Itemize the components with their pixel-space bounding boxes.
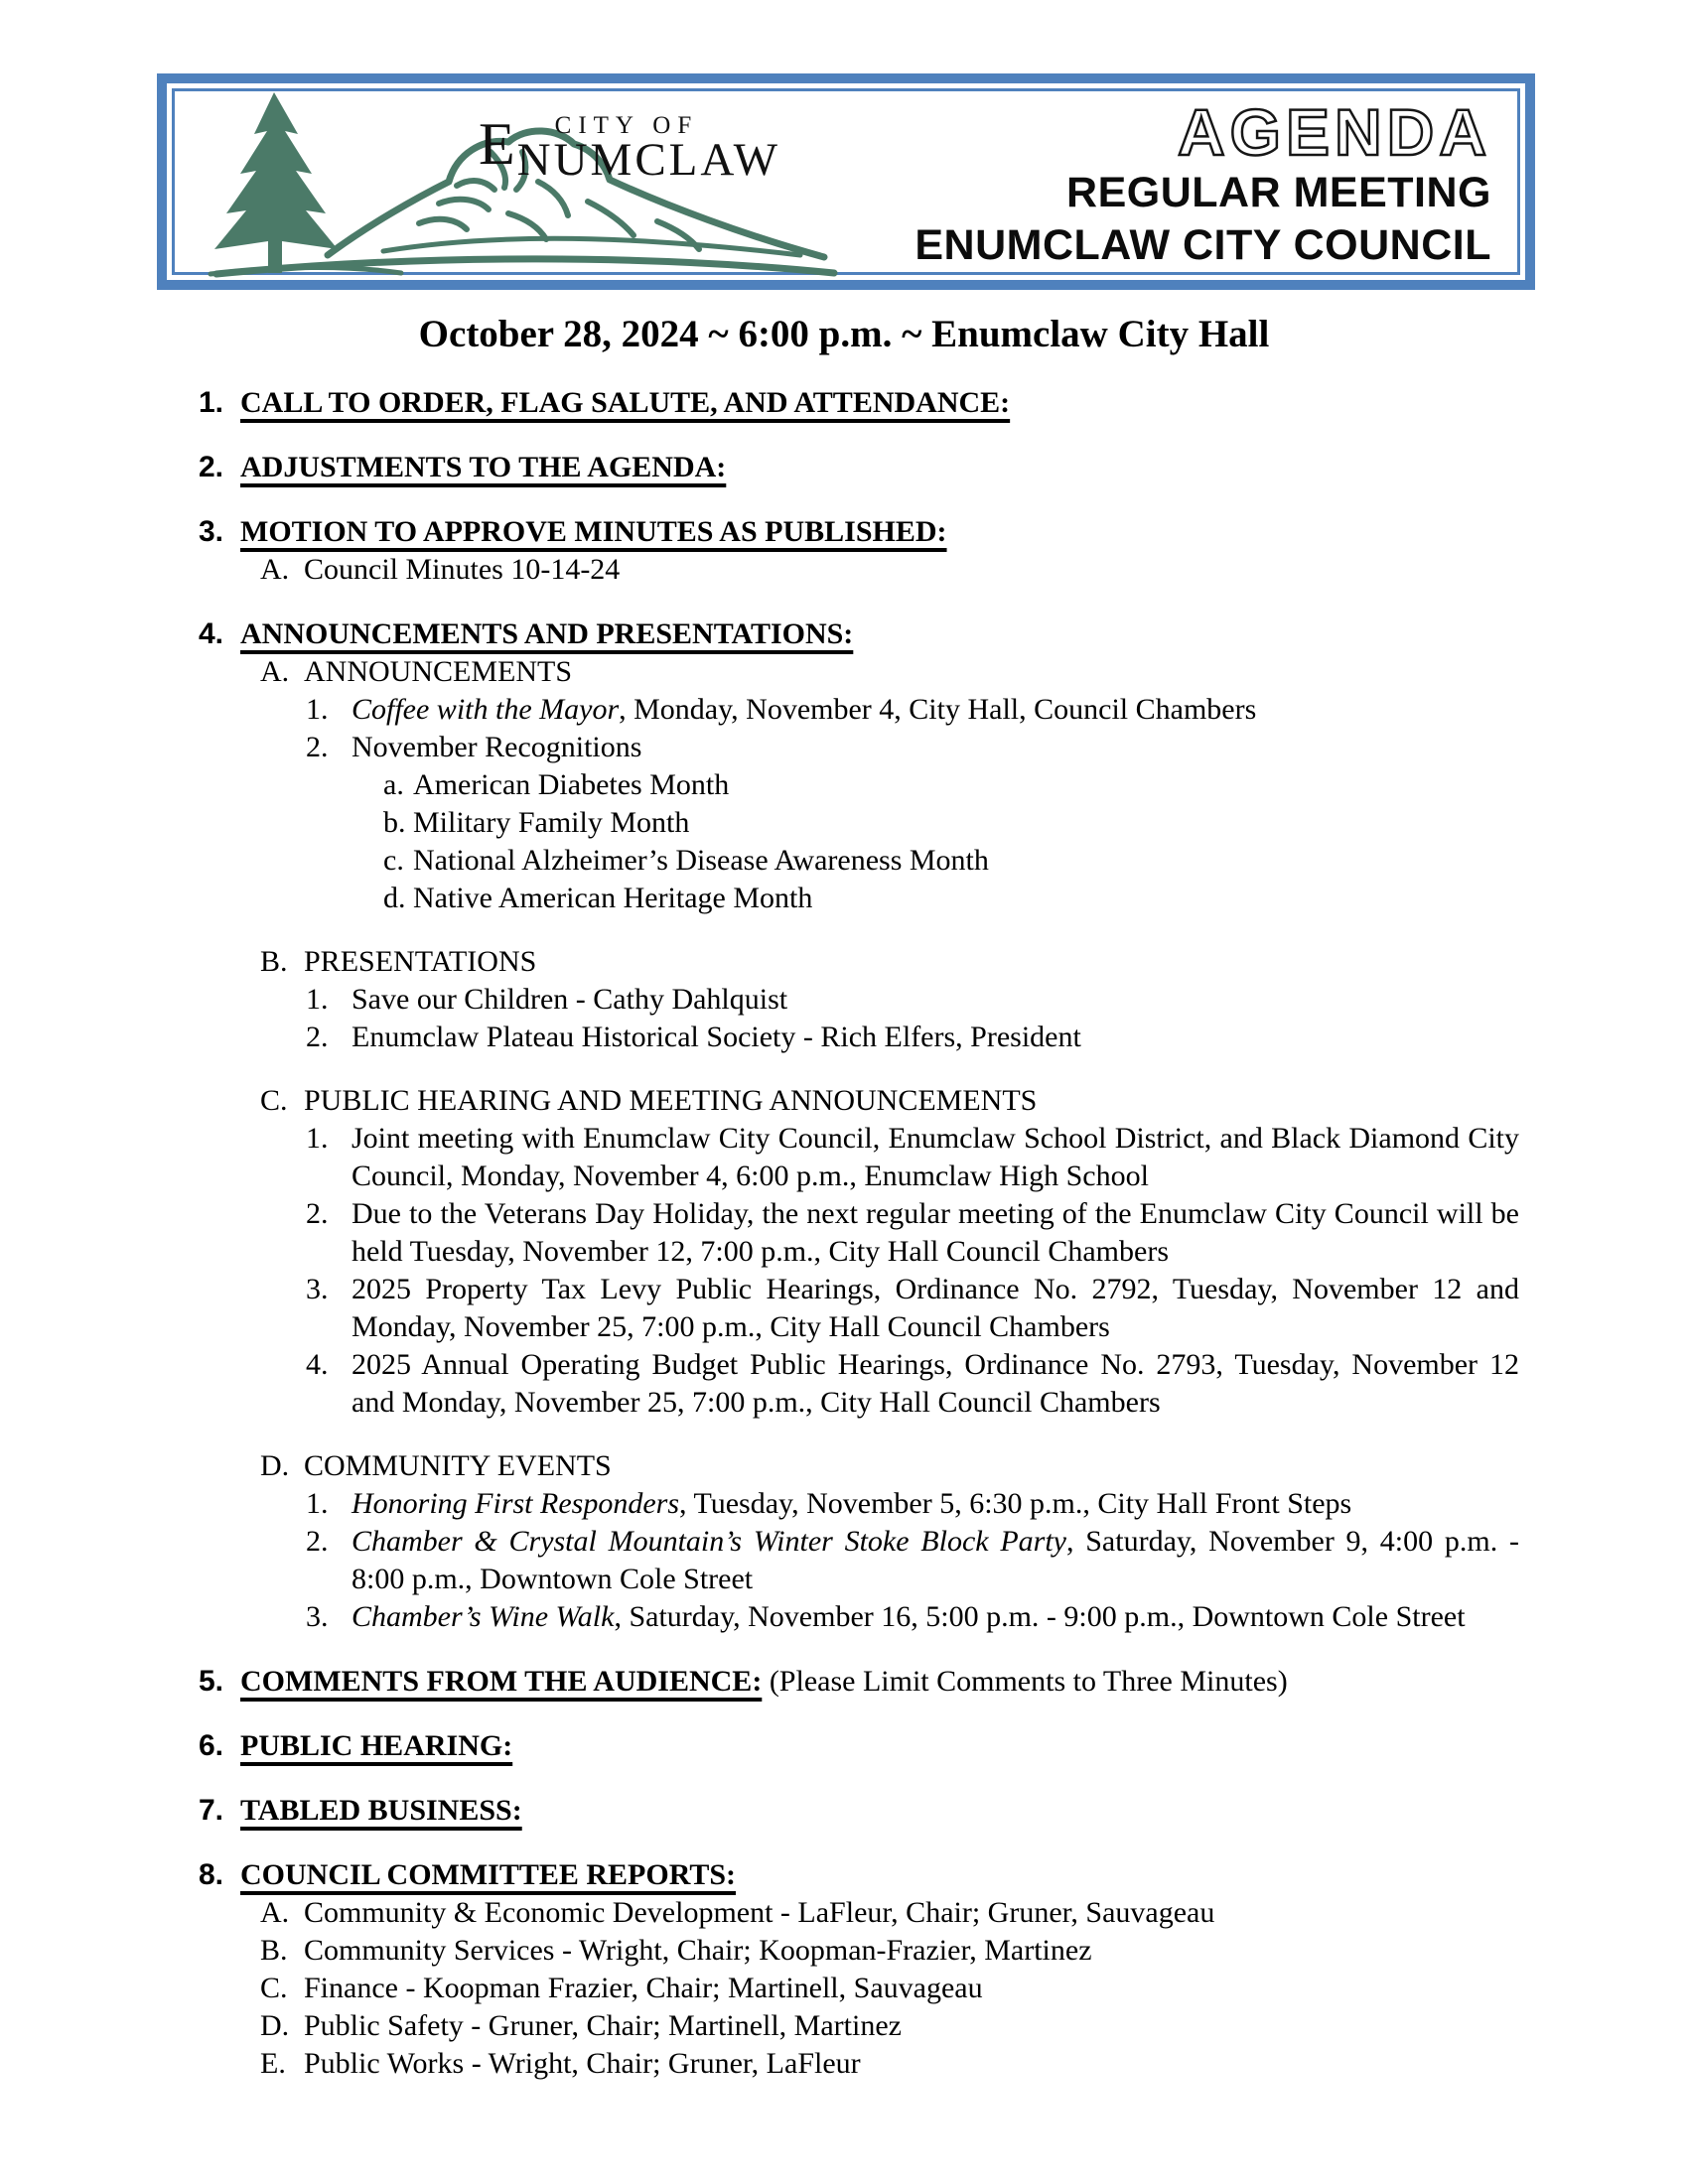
item-label: 1. — [306, 1487, 329, 1520]
item-text: Finance - Koopman Frazier, Chair; Martinell, Sauvageau — [304, 1972, 983, 2004]
section-title-text: ANNOUNCEMENTS AND PRESENTATIONS: — [240, 617, 854, 650]
list-item — [199, 1346, 1519, 1422]
section-title-text: PUBLIC HEARING: — [240, 1729, 513, 1762]
section-items — [199, 551, 1519, 589]
section-number: 5. — [199, 1665, 224, 1698]
section-title — [240, 615, 1519, 653]
item-label: 3. — [306, 1600, 329, 1633]
section-title — [240, 1792, 1519, 1830]
section-title — [240, 449, 1519, 486]
meeting-type: REGULAR MEETING — [1066, 169, 1491, 216]
item-label: 4. — [306, 1348, 329, 1381]
logo-wordmark — [479, 111, 780, 186]
list-item — [199, 1598, 1519, 1636]
item-text: Native American Heritage Month — [413, 882, 813, 914]
list-item — [199, 1271, 1519, 1346]
section-number: 6. — [199, 1729, 224, 1762]
item-text: Chamber’s Wine Walk, Saturday, November 16, 5:00 p.m. - 9:00 p.m., Downtown Cole Street — [352, 1600, 1466, 1633]
agenda-title: AGENDA — [1177, 95, 1491, 169]
list-item — [199, 2045, 1519, 2083]
item-label: 1. — [306, 693, 329, 726]
section-title-text: ADJUSTMENTS TO THE AGENDA: — [240, 451, 727, 483]
list-item — [199, 1894, 1519, 1932]
item-text: Due to the Veterans Day Holiday, the next regular meeting of the Enumclaw City Council will be held Tuesday, November 12, 7:00 p.m., City Hall Council Chambers — [352, 1197, 1519, 1268]
item-label: D. — [260, 1449, 290, 1482]
list-item — [199, 1120, 1519, 1195]
item-text: November Recognitions — [352, 731, 642, 763]
item-label: B. — [260, 1934, 288, 1967]
section-number: 2. — [199, 451, 224, 483]
list-item — [199, 1970, 1519, 2007]
item-text: American Diabetes Month — [413, 768, 730, 801]
meeting-date-line: October 28, 2024 ~ 6:00 p.m. ~ Enumclaw City Hall — [418, 313, 1270, 355]
item-label: A. — [260, 655, 290, 688]
agenda-section — [199, 1856, 1519, 1894]
section-title — [240, 1856, 1519, 1894]
item-label: 2. — [306, 1197, 329, 1230]
list-item — [199, 1523, 1519, 1598]
item-text: ANNOUNCEMENTS — [304, 655, 572, 688]
section-number: 7. — [199, 1794, 224, 1827]
item-text: Chamber & Crystal Mountain’s Winter Stoke Block Party, Saturday, November 9, 4:00 p.m. - 8:00 p.m., Downtown Cole Street — [352, 1525, 1519, 1595]
item-label: E. — [260, 2047, 286, 2080]
list-item — [199, 1082, 1519, 1120]
council-name: ENUMCLAW CITY COUNCIL — [914, 221, 1491, 269]
header-banner — [157, 73, 1535, 290]
list-item — [199, 551, 1519, 589]
list-item — [199, 1485, 1519, 1523]
item-text: Enumclaw Plateau Historical Society - Rich Elfers, President — [352, 1021, 1081, 1053]
list-item — [199, 691, 1519, 729]
item-label: A. — [260, 553, 290, 586]
header-titles — [914, 91, 1491, 272]
section-title-text: COUNCIL COMMITTEE REPORTS: — [240, 1858, 736, 1891]
item-text: Save our Children - Cathy Dahlquist — [352, 983, 788, 1016]
item-label: 2. — [306, 731, 329, 763]
item-text: Community Services - Wright, Chair; Koopman-Frazier, Martinez — [304, 1934, 1092, 1967]
item-text: Coffee with the Mayor, Monday, November 4, City Hall, Council Chambers — [352, 693, 1257, 726]
logo-city-of: CITY OF — [554, 112, 699, 139]
section-title-text: MOTION TO APPROVE MINUTES AS PUBLISHED: — [240, 515, 947, 548]
item-title-italic: Chamber & Crystal Mountain’s Winter Stoke Block Party — [352, 1525, 1066, 1558]
list-item — [199, 1195, 1519, 1271]
item-title-italic: Chamber’s Wine Walk — [352, 1600, 615, 1633]
section-title-text: CALL TO ORDER, FLAG SALUTE, AND ATTENDANCE: — [240, 386, 1011, 419]
item-text: Joint meeting with Enumclaw City Council, Enumclaw School District, and Black Diamond City Council, Monday, November 4, 6:00 p.m., Enumclaw High School — [352, 1122, 1519, 1192]
section-title-text: TABLED BUSINESS: — [240, 1794, 522, 1827]
item-label: B. — [260, 945, 288, 978]
item-label: b. — [383, 806, 406, 839]
item-label: C. — [260, 1084, 288, 1117]
item-text: Public Works - Wright, Chair; Gruner, LaFleur — [304, 2047, 861, 2080]
item-label: D. — [260, 2009, 290, 2042]
section-number: 4. — [199, 617, 224, 650]
section-items — [199, 1894, 1519, 2083]
item-title-italic: Coffee with the Mayor — [352, 693, 620, 726]
section-title-text: COMMENTS FROM THE AUDIENCE: — [240, 1665, 763, 1698]
logo-initial: E — [479, 111, 515, 177]
agenda-body — [0, 306, 1688, 2083]
agenda-section — [199, 1663, 1519, 1701]
item-text: Community & Economic Development - LaFleur, Chair; Gruner, Sauvageau — [304, 1896, 1215, 1929]
item-text: Council Minutes 10-14-24 — [304, 553, 621, 586]
list-item — [199, 766, 1519, 804]
header-banner-inner — [172, 88, 1520, 275]
item-title-italic: Honoring First Responders — [352, 1487, 679, 1520]
agenda-section — [199, 513, 1519, 551]
section-number: 8. — [199, 1858, 224, 1891]
agenda-section — [199, 1792, 1519, 1830]
section-number: 1. — [199, 386, 224, 419]
item-text: COMMUNITY EVENTS — [304, 1449, 612, 1482]
list-item — [199, 842, 1519, 880]
item-label: 2. — [306, 1021, 329, 1053]
agenda-section — [199, 449, 1519, 486]
section-title — [240, 513, 1519, 551]
list-item — [199, 880, 1519, 917]
agenda-section — [199, 384, 1519, 422]
section-title — [240, 1727, 1519, 1765]
item-label: c. — [383, 844, 404, 877]
list-item — [199, 729, 1519, 766]
list-item — [199, 1447, 1519, 1485]
agenda-section — [199, 1727, 1519, 1765]
city-logo — [189, 84, 844, 279]
agenda-section — [199, 615, 1519, 653]
item-text: 2025 Property Tax Levy Public Hearings, Ordinance No. 2792, Tuesday, November 12 and Monday, November 25, 7:00 p.m., City Hall Council Chambers — [352, 1273, 1519, 1343]
logo-name-rest: NUMCLAW — [516, 134, 780, 186]
section-number: 3. — [199, 515, 224, 548]
list-item — [199, 943, 1519, 981]
section-items — [199, 653, 1519, 1636]
list-item — [199, 1019, 1519, 1056]
agenda-sections — [199, 384, 1519, 2083]
item-label: A. — [260, 1896, 290, 1929]
item-label: a. — [383, 768, 404, 801]
item-label: d. — [383, 882, 406, 914]
section-title-suffix: (Please Limit Comments to Three Minutes) — [762, 1665, 1288, 1698]
item-text: 2025 Annual Operating Budget Public Hearings, Ordinance No. 2793, Tuesday, November 12 and Monday, November 25, 7:00 p.m., City Hall Council Chambers — [352, 1348, 1519, 1419]
list-item — [199, 804, 1519, 842]
item-label: 1. — [306, 983, 329, 1016]
list-item — [199, 653, 1519, 691]
item-text: PRESENTATIONS — [304, 945, 537, 978]
item-label: 3. — [306, 1273, 329, 1305]
item-text: PUBLIC HEARING AND MEETING ANNOUNCEMENTS — [304, 1084, 1038, 1117]
list-item — [199, 2007, 1519, 2045]
item-label: 2. — [306, 1525, 329, 1558]
item-label: C. — [260, 1972, 288, 2004]
section-title — [240, 384, 1519, 422]
item-text: National Alzheimer’s Disease Awareness Month — [413, 844, 989, 877]
item-text: Public Safety - Gruner, Chair; Martinell, Martinez — [304, 2009, 902, 2042]
section-title — [240, 1663, 1519, 1701]
item-text: Honoring First Responders, Tuesday, November 5, 6:30 p.m., City Hall Front Steps — [352, 1487, 1352, 1520]
item-text: Military Family Month — [413, 806, 690, 839]
list-item — [199, 1932, 1519, 1970]
list-item — [199, 981, 1519, 1019]
item-label: 1. — [306, 1122, 329, 1155]
